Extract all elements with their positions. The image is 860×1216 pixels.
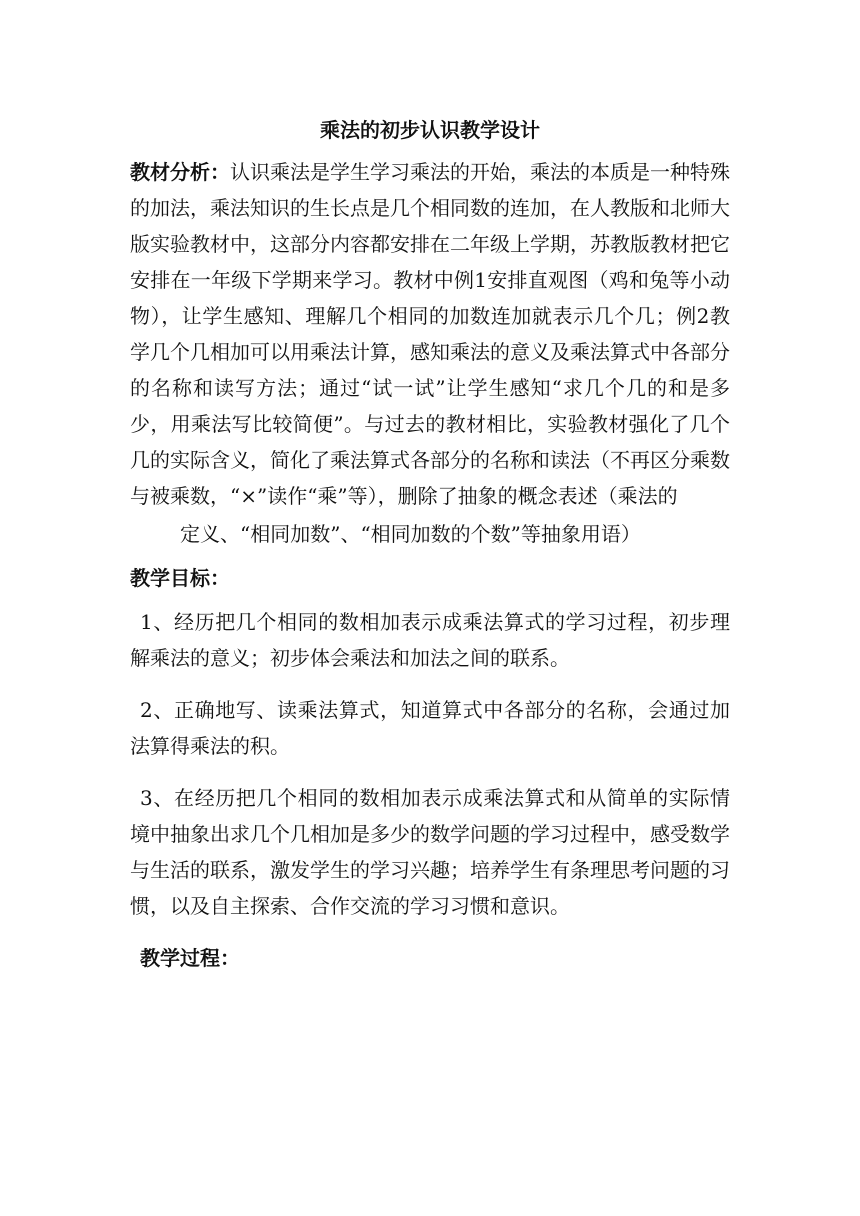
goal-item-2 xyxy=(130,692,730,764)
analysis-label: 教材分析： xyxy=(130,160,230,184)
goal-text: 3、在经历把几个相同的数相加表示成乘法算式和从简单的实际情境中抽象出求几个几相加是多少的数学问题的学习过程中，感受数学与生活的联系，激发学生的学习兴趣；培养学生有条理思考问题的习惯，以及自主探索、合作交流的学习习惯和意识。 xyxy=(130,786,730,918)
goal-text: 2、正确地写、读乘法算式，知道算式中各部分的名称，会通过加法算得乘法的积。 xyxy=(130,698,730,758)
analysis-paragraph xyxy=(130,154,730,514)
analysis-continuation: 定义、“相同加数”、“相同加数的个数”等抽象用语） xyxy=(180,522,641,546)
goal-item-3 xyxy=(130,780,730,924)
goal-item-1 xyxy=(130,604,730,676)
goal-text: 1、经历把几个相同的数相加表示成乘法算式的学习过程，初步理解乘法的意义；初步体会乘法和加法之间的联系。 xyxy=(130,610,730,670)
document-body xyxy=(130,112,730,976)
document-title: 乘法的初步认识教学设计 xyxy=(320,118,540,142)
goals-heading: 教学目标： xyxy=(130,566,230,590)
analysis-body: 认识乘法是学生学习乘法的开始，乘法的本质是一种特殊的加法，乘法知识的生长点是几个相同数的连加，在人教版和北师大版实验教材中，这部分内容都安排在二年级上学期，苏教版教材把它安排在一年级下学期来学习。教材中例1安排直观图（鸡和兔等小动物），让学生感知、理解几个相同的加数连加就表示几个几；例2教学几个几相加可以用乘法计算，感知乘法的意义及乘法算式中各部分的名称和读写方法；通过“试一试”让学生感知“求几个几的和是多少，用乘法写比较简便”。与过去的教材相比，实验教材强化了几个几的实际含义，简化了乘法算式各部分的名称和读法（不再区分乘数与被乘数，“×”读作“乘”等），删除了抽象的概念表述（乘法的 xyxy=(130,160,730,508)
process-heading: 教学过程： xyxy=(140,946,240,970)
